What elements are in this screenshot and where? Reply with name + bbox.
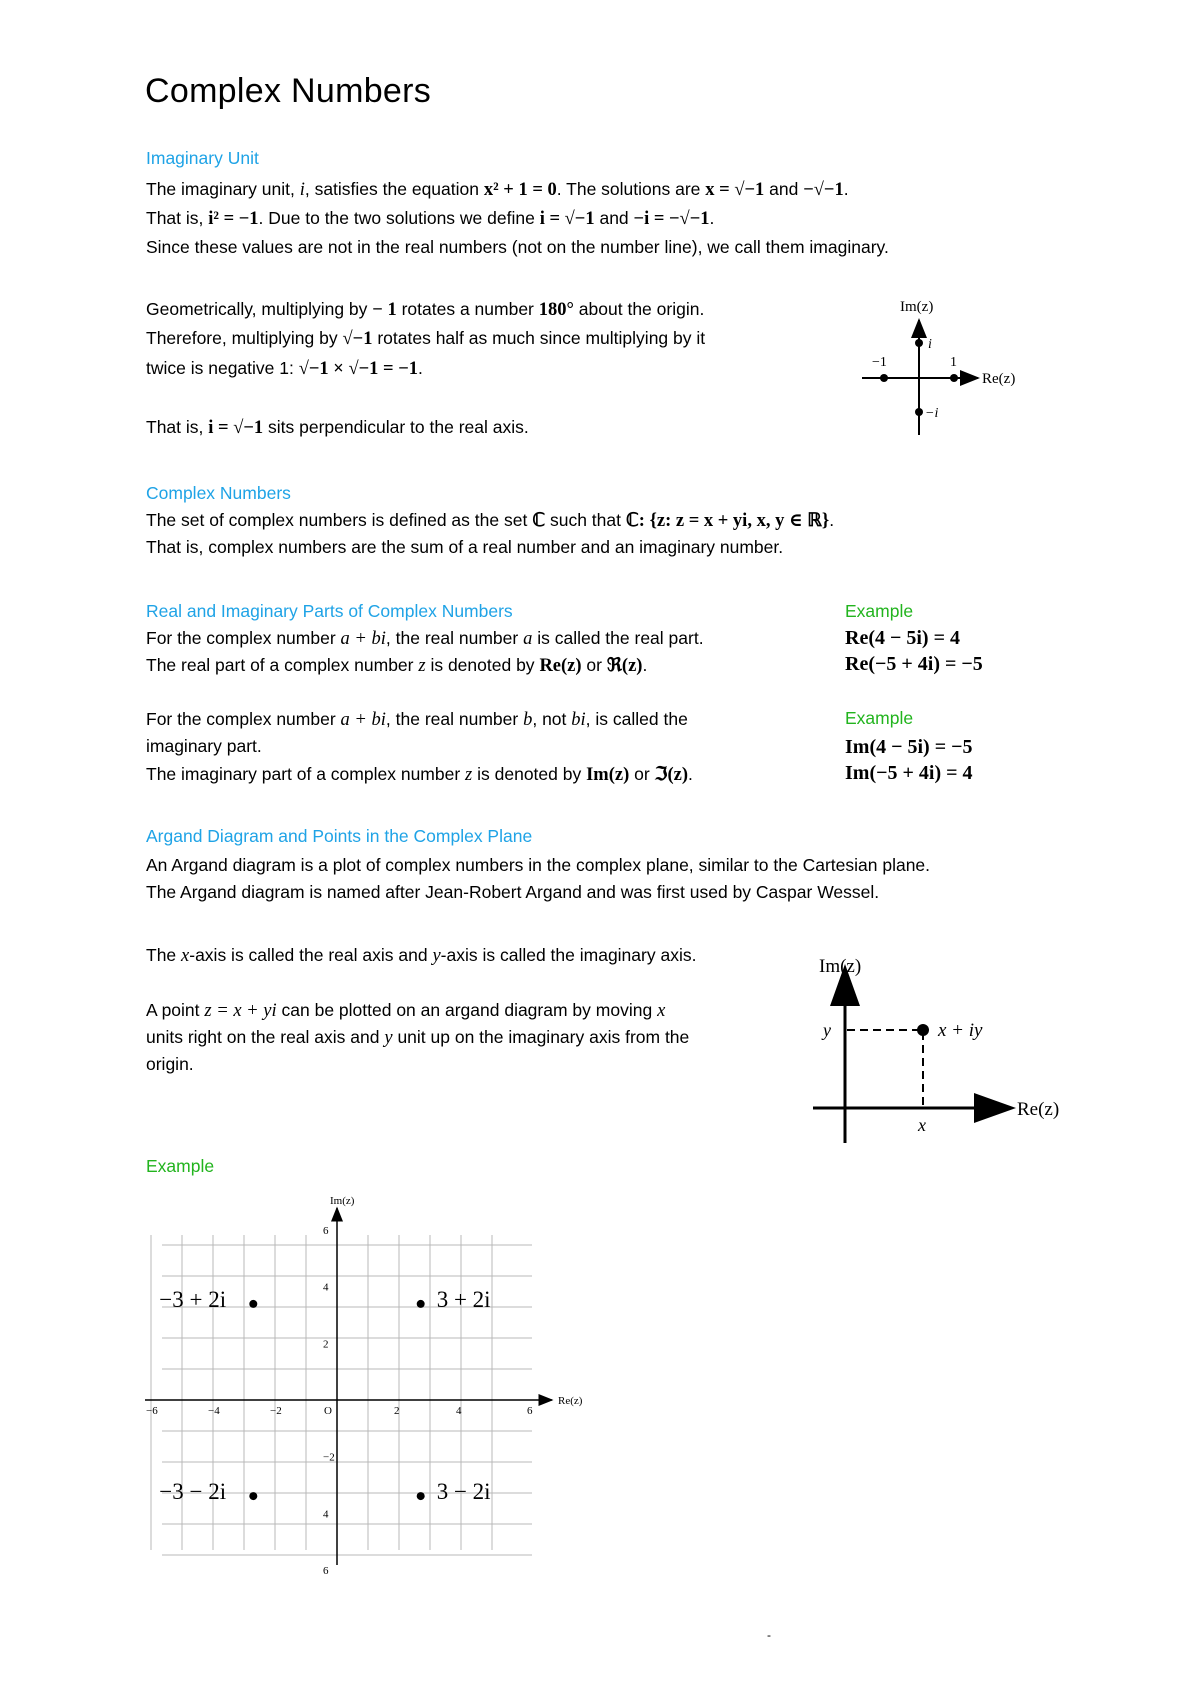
complex-numbers-heading: Complex Numbers — [146, 483, 291, 503]
grid-re-label: Re(z) — [558, 1395, 583, 1407]
complex-numbers-line-2: That is, complex numbers are the sum of a real number and an imaginary number. — [146, 537, 784, 557]
point-label: 3 − 2i — [436, 1479, 491, 1505]
plotted-point — [249, 1492, 257, 1500]
argand-point-line-2: units right on the real axis and y unit up on the imaginary axis from the — [146, 1027, 690, 1048]
argand-point-line-3: origin. — [146, 1054, 194, 1074]
example-label-grid: Example — [146, 1156, 215, 1176]
y-tick-label: 2 — [323, 1338, 329, 1351]
example-imag-2: Im(−5 + 4i) = 4 — [845, 762, 973, 784]
point-xiy-label: x + iy — [938, 1020, 983, 1041]
parts-heading: Real and Imaginary Parts of Complex Numbers — [146, 601, 513, 621]
unit-neg-one-label: −1 — [872, 355, 887, 370]
footer-mark: - — [767, 1628, 771, 1642]
y-tick-label: 6 — [323, 1565, 329, 1578]
real-part-line-1: For the complex number a + bi, the real number a is called the real part. — [146, 628, 704, 649]
unit-re-label: Re(z) — [982, 371, 1016, 387]
x-tick-label: 2 — [394, 1405, 400, 1417]
imaginary-unit-line-1: The imaginary unit, i, satisfies the equation x² + 1 = 0. The solutions are x = √−1 and −√−1. — [146, 179, 849, 200]
y-tick-label: 4 — [323, 1508, 329, 1521]
y-tick-label: 4 — [323, 1281, 329, 1294]
example-imag-1: Im(4 − 5i) = −5 — [845, 736, 973, 758]
point-i — [915, 339, 923, 347]
geometric-line-3: twice is negative 1: √−1 × √−1 = −1. — [146, 358, 423, 379]
point-y-label: y — [823, 1020, 831, 1040]
grid-im-label: Im(z) — [330, 1195, 355, 1207]
point-neg-i — [915, 408, 923, 416]
imag-part-line-2: imaginary part. — [146, 736, 262, 756]
imaginary-unit-line-2: That is, i² = −1. Due to the two solutions we define i = √−1 and −i = −√−1. — [146, 208, 715, 229]
argand-point-line-1: A point z = x + yi can be plotted on an argand diagram by moving x — [146, 1000, 666, 1021]
argand-axes-line: The x-axis is called the real axis and y-axis is called the imaginary axis. — [146, 945, 697, 966]
unit-i-label: i — [928, 337, 932, 352]
point-neg-one — [880, 374, 888, 382]
imag-part-line-1: For the complex number a + bi, the real number b, not bi, is called the — [146, 709, 688, 730]
point-x-label: x — [918, 1115, 926, 1135]
example-label-imag: Example — [845, 708, 914, 728]
x-tick-label: 6 — [527, 1405, 533, 1417]
unit-im-label: Im(z) — [900, 299, 934, 315]
y-tick-label: −2 — [323, 1451, 335, 1464]
plotted-point — [249, 1300, 257, 1308]
argand-line-1: An Argand diagram is a plot of complex numbers in the complex plane, similar to the Cartesian plane. — [146, 855, 931, 875]
x-tick-label: 4 — [456, 1405, 462, 1417]
argand-heading: Argand Diagram and Points in the Complex Plane — [146, 826, 533, 846]
example-real-1: Re(4 − 5i) = 4 — [845, 627, 960, 649]
imaginary-unit-heading: Imaginary Unit — [146, 148, 259, 168]
example-argand-grid — [140, 1180, 610, 1580]
example-label-real: Example — [845, 601, 914, 621]
point-plot-diagram — [805, 945, 1085, 1145]
point-re-label: Re(z) — [1017, 1099, 1060, 1120]
point-label: −3 − 2i — [159, 1479, 227, 1505]
unit-circle-diagram — [850, 290, 1050, 440]
geometric-line-4: That is, i = √−1 sits perpendicular to the real axis. — [146, 417, 529, 438]
point-label: −3 + 2i — [159, 1286, 227, 1312]
page-title: Complex Numbers — [145, 72, 432, 110]
point-x-iy — [917, 1024, 929, 1036]
real-part-line-2: The real part of a complex number z is denoted by Re(z) or ℜ(z). — [146, 655, 648, 676]
y-tick-label: 6 — [323, 1224, 329, 1237]
grid-origin-label: O — [324, 1405, 332, 1417]
example-real-2: Re(−5 + 4i) = −5 — [845, 653, 983, 675]
x-tick-label: −4 — [208, 1405, 220, 1417]
geometric-line-1: Geometrically, multiplying by − 1 rotates a number 180° about the origin. — [146, 299, 705, 320]
x-tick-label: −6 — [146, 1405, 158, 1417]
point-label: 3 + 2i — [436, 1286, 491, 1312]
x-tick-label: −2 — [270, 1405, 282, 1417]
unit-one-label: 1 — [950, 355, 957, 370]
imaginary-unit-line-3: Since these values are not in the real numbers (not on the number line), we call them imaginary. — [146, 237, 889, 257]
unit-neg-i-label: −i — [925, 406, 939, 421]
complex-numbers-line-1: The set of complex numbers is defined as the set ℂ such that ℂ: {z: z = x + yi, x, y ∈ ℝ}. — [146, 510, 835, 531]
argand-line-2: The Argand diagram is named after Jean-Robert Argand and was first used by Caspar Wessel. — [146, 882, 880, 902]
point-one — [950, 374, 958, 382]
point-im-label: Im(z) — [819, 956, 862, 977]
plotted-point — [417, 1492, 425, 1500]
geometric-line-2: Therefore, multiplying by √−1 rotates half as much since multiplying by it — [146, 328, 706, 349]
plotted-point — [417, 1300, 425, 1308]
imag-part-line-3: The imaginary part of a complex number z is denoted by Im(z) or ℑ(z). — [146, 764, 693, 785]
